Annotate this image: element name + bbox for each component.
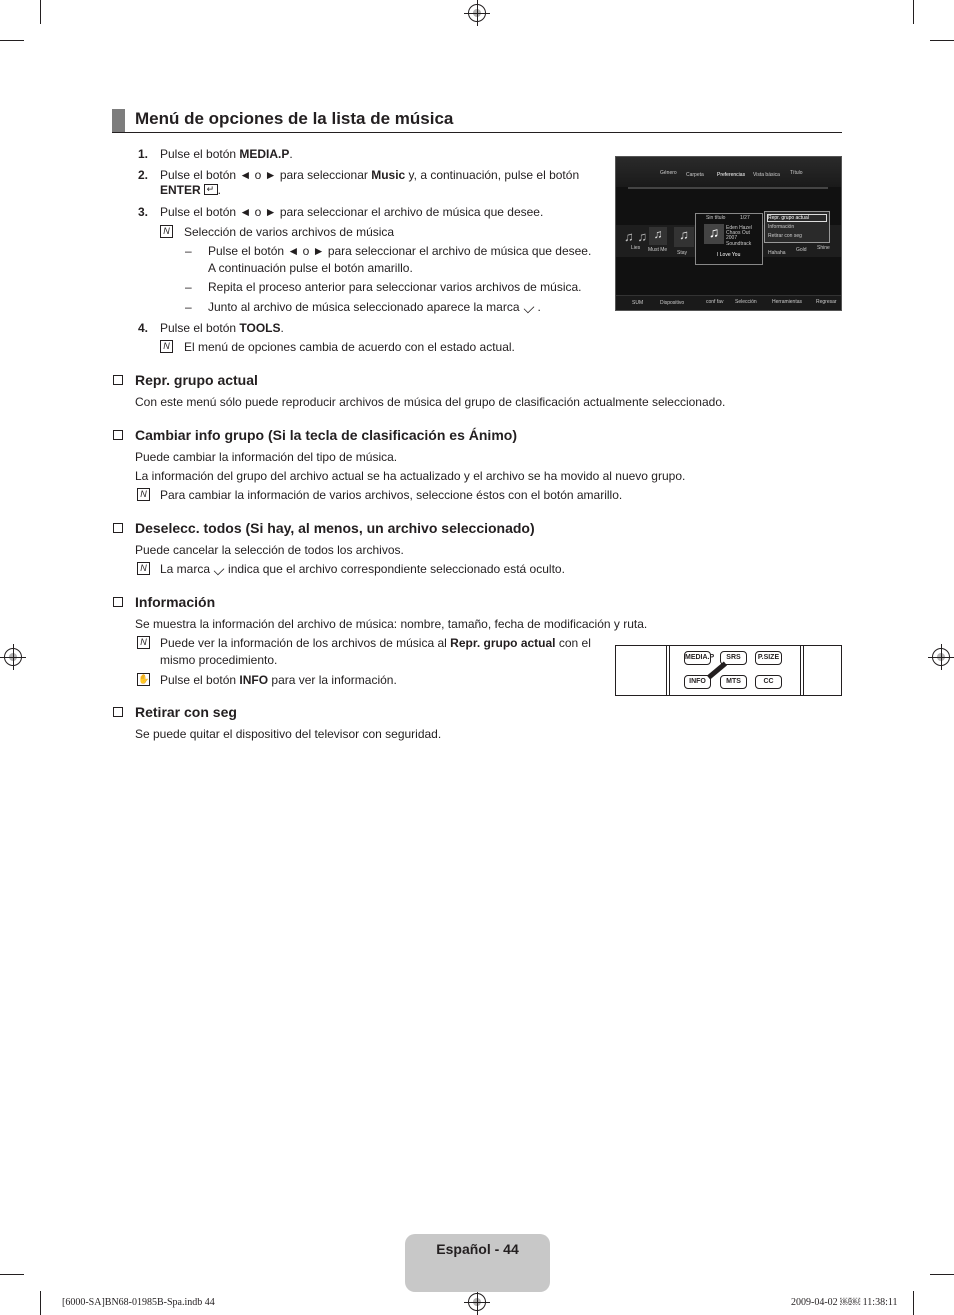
step-4-text: Pulse el botón TOOLS. [160,321,284,335]
screen-tab: Título [790,170,803,176]
tv-screen-image: Género Carpeta Preferencias Vista básica Título ♫ ♫ ♫ ♫ Lies Must Me Stay Hahaha Gold Shine ♫ Sin título 1/27 Eden Hazel Chaos Out 2007 Soundtrack I Love You Repr. grupo actual Información Retirar con seg SUM Dispositivo conf fav Selección Herramientas Regresar [615,156,842,311]
section-info-note-1: Puede ver la información de los archivos de música al Repr. grupo actual con el [160,636,591,650]
registration-mark-icon [4,648,22,666]
title-bar-marker [112,109,125,132]
screen-bottom-item: Selección [735,299,757,305]
page-title: Menú de opciones de la lista de música [135,109,454,128]
section-desel-line-1: Puede cancelar la selección de todos los archivos. [135,543,404,557]
step-3-number: 3. [138,205,149,219]
screen-item: Stay [677,250,688,256]
note-icon: N [137,636,150,649]
registration-mark-icon [468,4,486,22]
screen-menu-item-active: Repr. grupo actual [767,214,827,222]
crop-mark [913,0,914,24]
step-2-text: Pulse el botón ◄ o ► para seleccionar Music y, a continuación, pulse el botón [160,168,580,182]
remote-button-srs: SRS [720,651,747,665]
note-icon: N [160,340,173,353]
crop-mark [0,40,24,41]
dash: – [185,300,192,314]
footer-date: 2009-04-02 ￼￼ 11:38:11 [791,1297,898,1308]
screen-item: Hahaha [768,250,786,256]
step-2-number: 2. [138,168,149,182]
section-cambiar-note: Para cambiar la información de varios archivos, seleccione éstos con el botón amarillo. [160,488,623,502]
crop-mark [930,1274,954,1275]
section-retirar-title: Retirar con seg [135,704,237,720]
remote-button-info: INFO [684,675,711,689]
screen-info-song: I Love You [717,252,741,258]
screen-bottom-item: conf fav [706,299,724,305]
crop-mark [913,1291,914,1315]
screen-bottom-item: Herramientas [772,299,803,305]
page-number: Español - 44 [436,1241,519,1257]
section-cambiar-line-2: La información del grupo del archivo actual se ha actualizado y el archivo se ha movido al nuevo grupo. [135,469,686,483]
step-4-number: 4. [138,321,149,335]
screen-info-row: Chaos Out [726,230,750,236]
crop-mark [0,1274,24,1275]
screen-bottom-item: Regresar [816,299,837,305]
remote-button-media-p: MEDIA.P [684,651,711,665]
section-bullet-icon [113,375,123,385]
screen-bottom-item: SUM [632,300,644,306]
registration-mark-icon [468,1293,486,1311]
step-3-dash-1a: Pulse el botón ◄ o ► para seleccionar el archivo de música que desee. [208,244,592,258]
screen-menu-item: Retirar con seg [768,233,802,239]
section-bullet-icon [113,523,123,533]
check-mark-icon [214,565,225,576]
title-rule [112,132,842,133]
note-icon: N [137,562,150,575]
dash: – [185,280,192,294]
section-cambiar-title: Cambiar info grupo (Si la tecla de clasificación es Ánimo) [135,427,517,443]
section-repr-text: Con este menú sólo puede reproducir archivos de música del grupo de clasificación actualmente seleccionado. [135,395,726,409]
crop-mark [930,40,954,41]
step-3-dash-3: Junto al archivo de música seleccionado aparece la marca . [208,300,541,314]
step-4-note: El menú de opciones cambia de acuerdo con el estado actual. [184,340,515,354]
remote-note-icon: ✋ [138,674,150,684]
check-mark-icon [523,303,534,314]
step-2-enter: ENTER↵ . [160,183,221,198]
remote-button-cc: CC [755,675,782,689]
section-desel-note: La marca indica que el archivo correspondiente seleccionado está oculto. [160,562,565,576]
screen-info-row: 2007 [726,235,738,241]
screen-bottom-item: Dispositivo [660,300,685,306]
note-icon: N [160,225,173,238]
section-retirar-text: Se puede quitar el dispositivo del televisor con seguridad. [135,727,442,741]
note-icon: N [137,488,150,501]
step-3-dash-2: Repita el proceso anterior para seleccionar varios archivos de música. [208,280,582,294]
screen-tab: Género [660,170,677,176]
screen-menu-item: Información [768,224,795,230]
section-info-line-1: Se muestra la información del archivo de música: nombre, tamaño, fecha de modificación y ruta. [135,617,648,631]
screen-item: Lies [631,245,641,251]
screen-tab: Carpeta [686,172,704,178]
crop-mark [40,0,41,24]
registration-mark-icon [932,648,950,666]
step-1-number: 1. [138,147,149,161]
section-info-note-1-line-2: mismo procedimiento. [160,653,278,667]
screen-item: Shine [817,245,830,251]
screen-item: Gold [796,247,807,253]
section-info-title: Información [135,594,216,610]
screen-item: Must Me [648,247,668,253]
remote-button-p-size: P.SIZE [755,651,782,665]
step-1-text: Pulse el botón MEDIA.P. [160,147,293,161]
screen-tab-active: Preferencias [717,172,746,178]
dash: – [185,244,192,258]
section-bullet-icon [113,707,123,717]
step-3-dash-1b: A continuación pulse el botón amarillo. [208,261,413,275]
screen-tab: Vista básica [753,172,780,178]
section-info-note-2: Pulse el botón INFO para ver la información. [160,673,397,687]
screen-info-row: Soundtrack [726,241,752,247]
section-cambiar-line-1: Puede cambiar la información del tipo de música. [135,450,398,464]
section-desel-title: Deselecc. todos (Si hay, al menos, un archivo seleccionado) [135,520,535,536]
footer-file-info: [6000-SA]BN68-01985B-Spa.indb 44 [62,1297,215,1308]
screen-info-header: Sin título [706,215,726,221]
step-3-note: Selección de varios archivos de música [184,225,395,239]
remote-button-mts: MTS [720,675,747,689]
section-bullet-icon [113,430,123,440]
section-repr-title: Repr. grupo actual [135,372,258,388]
screen-info-row: Eden Hazel [726,225,752,231]
remote-control-image [615,645,842,696]
crop-mark [40,1291,41,1315]
enter-icon [204,184,218,195]
section-bullet-icon [113,597,123,607]
step-3-text: Pulse el botón ◄ o ► para seleccionar el archivo de música que desee. [160,205,544,219]
screen-info-count: 1/27 [740,215,750,221]
